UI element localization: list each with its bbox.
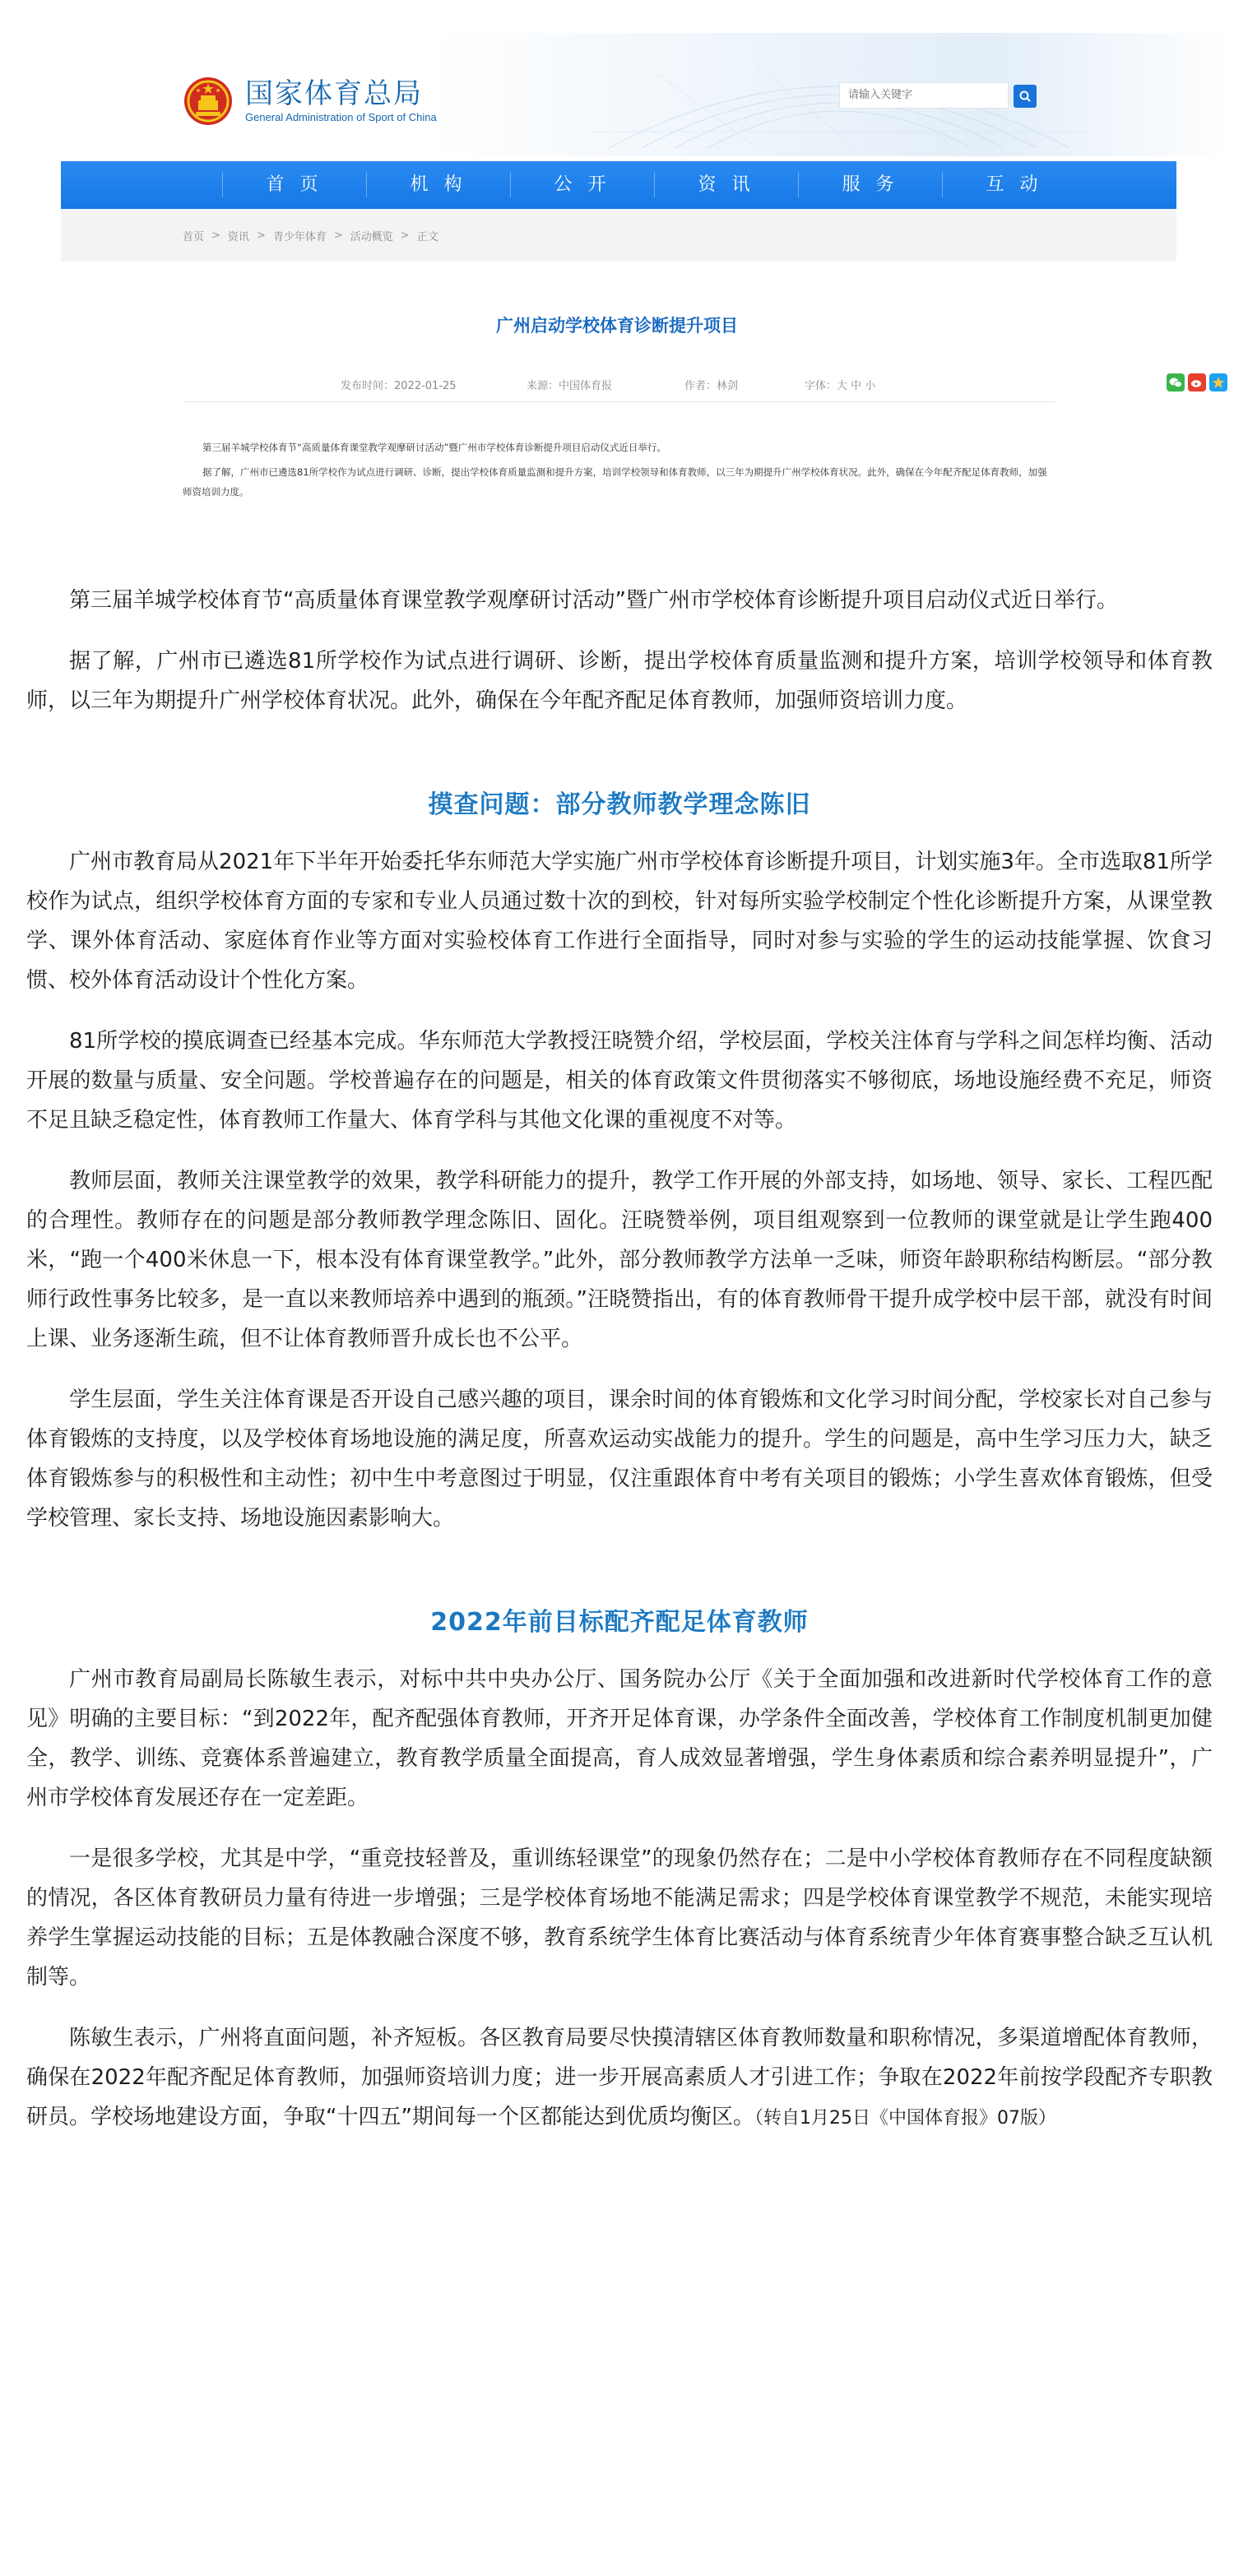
nav-public[interactable]: 公 开 xyxy=(510,173,654,197)
wechat-share-icon[interactable] xyxy=(1167,373,1185,391)
page-capture xyxy=(0,0,1234,547)
breadcrumb-separator: > xyxy=(333,229,343,242)
body-paragraph: 教师层面，教师关注课堂教学的效果，教学科研能力的提升，教学工作开展的外部支持，如场地、领导、家长、工程匹配的合理性。教师存在的问题是部分教师教学理念陈旧、固化。汪晓赞举例，项目组观察到一位教师的课堂就是让学生跑400米，“跑一个400米休息一下，根本没有体育课堂教学。”此外，部分教师教学方法单一乏味，师资年龄职称结构断层。“部分教师行政性事务比较多，是一直以来教师培养中遇到的瓶颈。”汪晓赞指出，有的体育教师骨干提升成学校中层干部，就没有时间上课、业务逐渐生疏，但不让体育教师晋升成长也不公平。 xyxy=(26,1169,1213,1351)
breadcrumb-home[interactable]: 首页 xyxy=(183,230,205,243)
site-logo[interactable] xyxy=(183,76,437,127)
weibo-share-icon[interactable] xyxy=(1188,373,1206,391)
capture-abstract xyxy=(183,438,1055,507)
site-name-cn: 国家体育总局 xyxy=(245,77,423,110)
body-paragraph: 81所学校的摸底调查已经基本完成。华东师范大学教授汪晓赞介绍，学校层面，学校关注体育与学科之间怎样均衡、活动开展的数量与质量、安全问题。学校普遍存在的问题是，相关的体育政策文件贯彻落实不够彻底，场地设施经费不充足，师资不足且缺乏稳定性，体育教师工作量大、体育学科与其他文化课的重视度不对等。 xyxy=(26,1029,1213,1133)
source-note: （转自1月25日《中国体育报》07版） xyxy=(754,2108,1056,2129)
nav-home[interactable]: 首 页 xyxy=(222,173,366,197)
publish-time: 发布时间：2022-01-25 xyxy=(341,380,457,392)
capture-abstract-paragraph: 据了解，广州市已遴选81所学校作为试点进行调研、诊断，提出学校体育质量监测和提升方案，培训学校领导和体育教师，以三年为期提升广州学校体育状况。此外，确保在今年配齐配足体育教师，加强师资培训力度。 xyxy=(183,466,1047,498)
article-source: 来源：中国体育报 xyxy=(527,380,613,392)
section-heading-2: 2022年前目标配齐配足体育教师 xyxy=(430,1608,809,1637)
search-button[interactable] xyxy=(1014,85,1037,108)
nav-services[interactable]: 服 务 xyxy=(798,173,942,197)
breadcrumb-youth-sports[interactable]: 青少年体育 xyxy=(272,230,327,243)
breadcrumb-activities[interactable]: 活动概览 xyxy=(350,230,393,243)
final-paragraph-text: 陈敏生表示，广州将直面问题，补齐短板。各区教育局要尽快摸清辖区体育教师数量和职称情况，多渠道增配体育教师，确保在2022年配齐配足体育教师，加强师资培训力度；进一步开展高素质人才引进工作；争取在2022年前按学段配齐专职教研员。学校场地建设方面，争取“十四五”期间每一个区都能达到优质均衡区。 xyxy=(26,2026,1213,2129)
body-paragraph: 广州市教育局副局长陈敏生表示，对标中共中央办公厅、国务院办公厅《关于全面加强和改进新时代学校体育工作的意见》明确的主要目标：“到2022年，配齐配强体育教师，开齐开足体育课，办学条件全面改善，学校体育工作制度机制更加健全，教学、训练、竞赛体系普遍建立，教育教学质量全面提高，育人成效显著增强，学生身体素质和综合素养明显提升”，广州市学校体育发展还存在一定差距。 xyxy=(26,1667,1213,1810)
national-emblem-icon xyxy=(183,76,234,127)
search-icon xyxy=(1018,90,1032,103)
breadcrumb xyxy=(61,209,1176,262)
capture-article-title: 广州启动学校体育诊断提升项目 xyxy=(496,316,738,336)
site-name-en: General Administration of Sport of China xyxy=(245,111,437,123)
article-author: 作者：林剑 xyxy=(684,380,739,392)
search-input[interactable]: 请输入关键字 xyxy=(839,82,1009,109)
body-paragraph: 一是很多学校，尤其是中学，“重竞技轻普及，重训练轻课堂”的现象仍然存在；二是中小学校体育教师存在不同程度缺额的情况，各区体育教研员力量有待进一步增强；三是学校体育场地不能满足需求；四是学校体育课堂教学不规范，未能实现培养学生掌握运动技能的目标；五是体教融合深度不够，教育系统学生体育比赛活动与体育系统青少年体育赛事整合缺乏互认机制等。 xyxy=(26,1846,1213,1990)
capture-abstract-paragraph: 第三届羊城学校体育节“高质量体育课堂教学观摩研讨活动”暨广州市学校体育诊断提升项目启动仪式近日举行。 xyxy=(202,442,666,453)
nav-interaction[interactable]: 互 动 xyxy=(942,173,1086,197)
breadcrumb-separator: > xyxy=(256,229,266,242)
intro-paragraph: 据了解，广州市已遴选81所学校作为试点进行调研、诊断，提出学校体育质量监测和提升方案，培训学校领导和体育教师，以三年为期提升广州学校体育状况。此外，确保在今年配齐配足体育教师，加强师资培训力度。 xyxy=(26,649,1213,713)
main-nav xyxy=(61,161,1176,209)
breadcrumb-separator: > xyxy=(211,229,220,242)
breadcrumb-separator: > xyxy=(400,229,410,242)
body-paragraph: 广州市教育局从2021年下半年开始委托华东师范大学实施广州市学校体育诊断提升项目，计划实施3年。全市选取81所学校作为试点，组织学校体育方面的专家和专业人员通过数十次的到校，针对每所实验学校制定个性化诊断提升方案，从课堂教学、课外体育活动、家庭体育作业等方面对实验校体育工作进行全面指导，同时对参与实验的学生的运动技能掌握、饮食习惯、校外体育活动设计个性化方案。 xyxy=(26,850,1213,993)
body-paragraph: 学生层面，学生关注体育课是否开设自己感兴趣的项目，课余时间的体育锻炼和文化学习时间分配，学校家长对自己参与体育锻炼的支持度，以及学校体育场地设施的满足度，所喜欢运动实战能力的提升。学生的问题是，高中生学习压力大，缺乏体育锻炼参与的积极性和主动性；初中生中考意图过于明显，仅注重跟体育中考有关项目的锻炼；小学生喜欢体育锻炼，但受学校管理、家长支持、场地设施因素影响大。 xyxy=(26,1388,1213,1531)
article-meta xyxy=(183,372,1055,402)
section-heading-1: 摸查问题：部分教师教学理念陈旧 xyxy=(428,790,811,819)
breadcrumb-current: 正文 xyxy=(416,230,438,243)
nav-organization[interactable]: 机 构 xyxy=(366,173,510,197)
breadcrumb-news[interactable]: 资讯 xyxy=(227,230,249,243)
font-size-switch[interactable]: 字体：大 中 小 xyxy=(805,380,876,392)
article-body xyxy=(26,581,1213,2160)
intro-paragraph: 第三届羊城学校体育节“高质量体育课堂教学观摩研讨活动”暨广州市学校体育诊断提升项目启动仪式近日举行。 xyxy=(69,588,1118,613)
share-icons xyxy=(1167,373,1227,391)
favorite-share-icon[interactable] xyxy=(1209,373,1227,391)
final-paragraph xyxy=(26,2018,1213,2138)
nav-news[interactable]: 资 讯 xyxy=(654,173,798,197)
